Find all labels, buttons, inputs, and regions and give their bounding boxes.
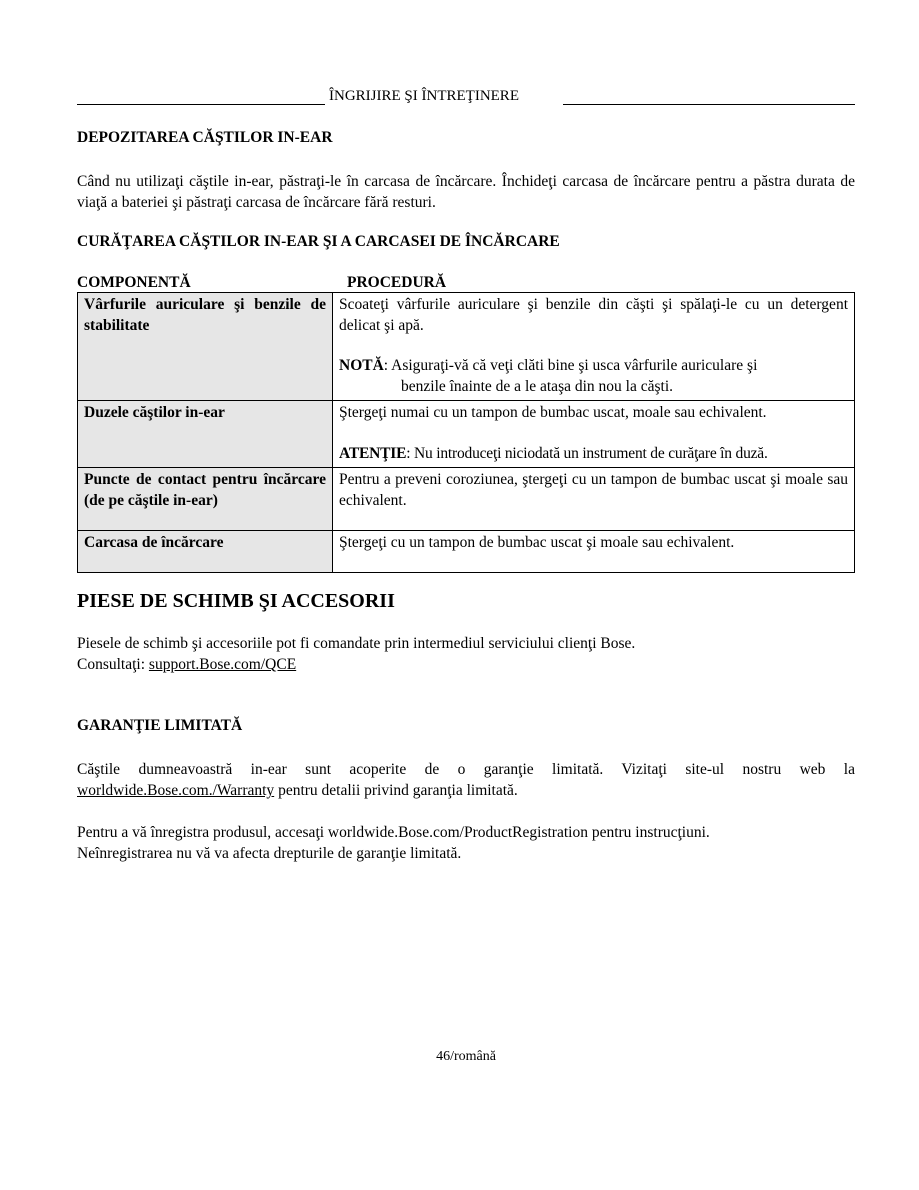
warning-text: Nu introduceţi niciodată un instrument de curăţare în duză.: [414, 444, 768, 462]
storage-paragraph: Când nu utilizaţi căştile in-ear, păstraţi-le în carcasa de încărcare. Închideţi carcasa de încărcare pentru a păstra durata de viaţă a bateriei şi păstraţi carcasa de încărcare fără resturi.: [77, 173, 855, 211]
table-column-headers: [77, 274, 855, 292]
warning-label: ATENŢIE: [339, 444, 407, 462]
procedure-cell: [333, 401, 855, 468]
table-row: [78, 531, 855, 573]
warranty-paragraph: [77, 759, 855, 801]
procedure-cell: Pentru a preveni coroziunea, ştergeţi cu un tampon de bumbac uscat şi moale sau echivalent.: [333, 468, 855, 531]
component-cell: Puncte de contact pentru încărcare (de pe căştile in-ear): [78, 468, 333, 531]
cleaning-heading: CURĂŢAREA CĂŞTILOR IN-EAR ŞI A CARCASEI DE ÎNCĂRCARE: [77, 233, 560, 250]
component-cell: Carcasa de încărcare: [78, 531, 333, 573]
registration-line1: Pentru a vă înregistra produsul, accesaţi worldwide.Bose.com/ProductRegistration pentru instrucţiuni.: [77, 824, 710, 841]
warranty-text: Căştile dumneavoastră in-ear sunt acoperite de o garanţie limitată. Vizitaţi site-ul nostru web la: [77, 761, 855, 778]
note-text-line2: benzile înainte de a le ataşa din nou la căşti.: [401, 377, 673, 395]
header-rule-left: [77, 104, 325, 105]
table-row: [78, 401, 855, 468]
parts-text: Piesele de schimb şi accesoriile pot fi comandate prin intermediul serviciului clienţi Bose.: [77, 635, 636, 652]
consult-label: Consultaţi: [77, 656, 141, 673]
table-row: [78, 293, 855, 401]
note-text-line1: Asiguraţi-vă că veţi clăti bine şi usca vârfurile auriculare şi: [391, 357, 758, 374]
procedure-cell: [333, 293, 855, 401]
cleaning-table: [77, 292, 855, 573]
storage-heading: DEPOZITAREA CĂŞTILOR IN-EAR: [77, 129, 333, 146]
component-cell: Duzele căştilor in-ear: [78, 401, 333, 468]
note-block: NOTĂ: Asiguraţi-vă că veţi clăti bine şi usca vârfurile auriculare şi benzile înainte de a le ataşa din nou la căşti.: [339, 356, 848, 397]
registration-paragraph: [77, 822, 855, 864]
column-header-component: COMPONENTĂ: [77, 274, 191, 291]
note-label: NOTĂ: [339, 357, 384, 374]
warranty-text-after: pentru detalii privind garanţia limitată.: [278, 782, 518, 799]
procedure-text: Ştergeţi numai cu un tampon de bumbac uscat, moale sau echivalent.: [339, 404, 767, 421]
registration-line2: Neînregistrarea nu vă va afecta drepturile de garanţie limitată.: [77, 845, 462, 862]
warranty-heading: GARANŢIE LIMITATĂ: [77, 717, 243, 734]
parts-heading: PIESE DE SCHIMB ŞI ACCESORII: [77, 590, 395, 612]
parts-paragraph: Piesele de schimb şi accesoriile pot fi comandate prin intermediul serviciului clienţi Bose. Consultaţi: support.Bose.com/QCE: [77, 635, 636, 673]
page-number: 46/română: [436, 1049, 496, 1064]
column-header-procedure: PROCEDURĂ: [347, 274, 447, 291]
table-row: [78, 468, 855, 531]
procedure-cell: Ştergeţi cu un tampon de bumbac uscat şi moale sau echivalent.: [333, 531, 855, 573]
warranty-link[interactable]: worldwide.Bose.com./Warranty: [77, 782, 275, 799]
header-rule-right: [563, 104, 855, 105]
component-cell: Vârfurile auriculare şi benzile de stabilitate: [78, 293, 333, 401]
procedure-text: Scoateţi vârfurile auriculare şi benzile din căşti şi spălaţi-le cu un detergent delicat şi apă.: [339, 296, 848, 334]
warning-block: ATENŢIE: Nu introduceţi niciodată un instrument de curăţare în duză.: [339, 444, 768, 462]
header-title: ÎNGRIJIRE ŞI ÎNTREŢINERE: [329, 88, 519, 104]
running-header: [77, 88, 855, 108]
support-link[interactable]: support.Bose.com/QCE: [148, 656, 297, 673]
